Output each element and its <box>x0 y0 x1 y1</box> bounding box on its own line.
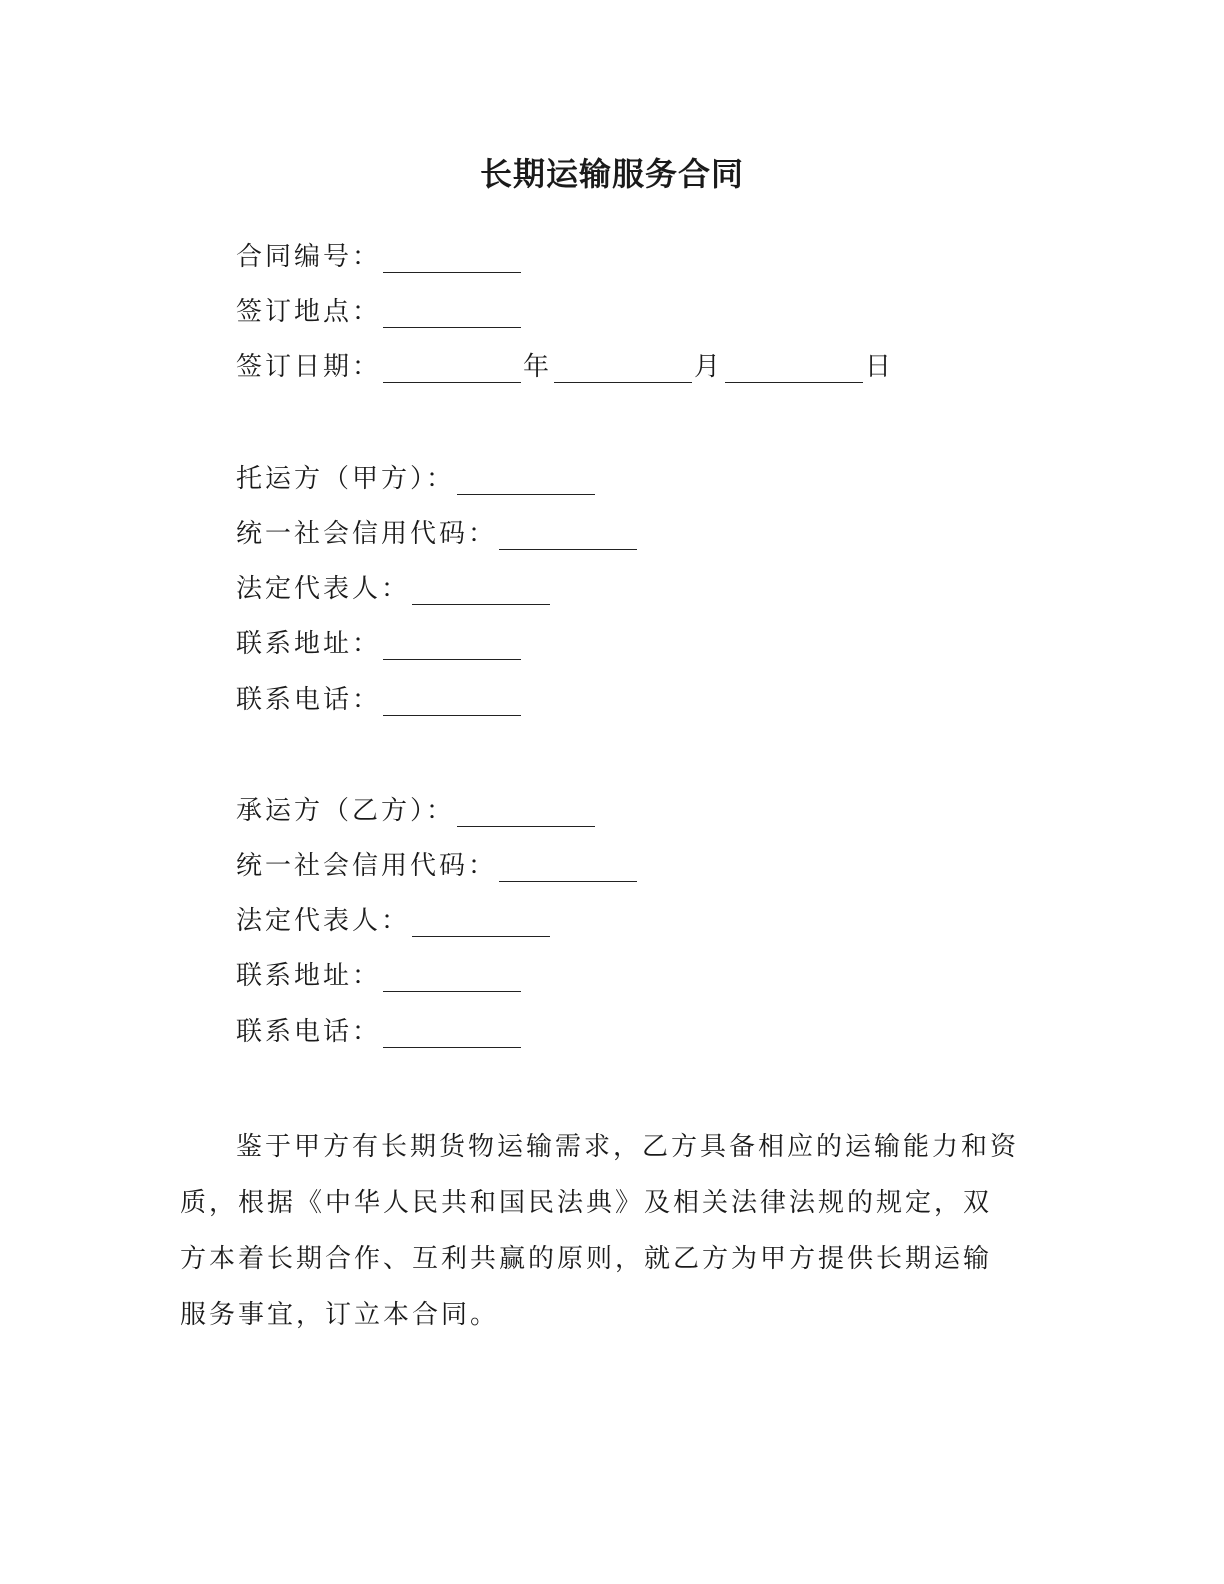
preamble-paragraph: 鉴于甲方有长期货物运输需求，乙方具备相应的运输能力和资质，根据《中华人民共和国民法典》及相关法律法规的规定，双方本着长期合作、互利共赢的原则，就乙方为甲方提供长期运输服务事宜，订立本合同。 <box>180 1132 1020 1330</box>
party-b-name-blank[interactable] <box>457 796 595 827</box>
party-a-address-blank[interactable] <box>383 629 521 660</box>
field-label: 法定代表人： <box>236 906 411 936</box>
field-label: 托运方（甲方）： <box>236 464 456 494</box>
party-b-legal-rep-blank[interactable] <box>412 906 550 937</box>
party-a-name-field <box>236 459 597 499</box>
party-a-phone-field <box>236 680 523 720</box>
party-b-credit-code-field <box>236 846 639 886</box>
field-label: 合同编号： <box>236 242 382 272</box>
party-a-credit-code-field <box>236 514 639 554</box>
month-unit: 月 <box>694 352 724 382</box>
field-label: 签订日期： <box>236 352 382 382</box>
field-label: 联系电话： <box>236 1017 382 1047</box>
document-title: 长期运输服务合同 <box>479 155 744 193</box>
party-a-legal-rep-blank[interactable] <box>412 574 550 605</box>
field-label: 联系地址： <box>236 629 382 659</box>
year-unit: 年 <box>523 352 553 382</box>
signing-date-field <box>236 347 894 387</box>
field-label: 签订地点： <box>236 297 382 327</box>
party-b-credit-code-blank[interactable] <box>499 851 637 882</box>
year-blank[interactable] <box>383 352 521 383</box>
party-a-name-blank[interactable] <box>457 464 595 495</box>
party-a-phone-blank[interactable] <box>383 685 521 716</box>
month-blank[interactable] <box>554 352 692 383</box>
contract-number-blank[interactable] <box>383 242 521 273</box>
party-b-phone-blank[interactable] <box>383 1017 521 1048</box>
party-a-credit-code-blank[interactable] <box>499 519 637 550</box>
party-b-phone-field <box>236 1012 523 1052</box>
day-unit: 日 <box>865 352 895 382</box>
field-label: 统一社会信用代码： <box>236 519 498 549</box>
signing-place-blank[interactable] <box>383 297 521 328</box>
field-label: 联系电话： <box>236 685 382 715</box>
party-b-address-blank[interactable] <box>383 961 521 992</box>
field-label: 统一社会信用代码： <box>236 851 498 881</box>
party-a-legal-rep-field <box>236 569 552 609</box>
field-label: 承运方（乙方）： <box>236 796 456 826</box>
party-a-address-field <box>236 624 523 664</box>
party-b-address-field <box>236 956 523 996</box>
signing-place-field <box>236 292 523 332</box>
field-label: 联系地址： <box>236 961 382 991</box>
day-blank[interactable] <box>725 352 863 383</box>
contract-number-field <box>236 237 523 277</box>
field-label: 法定代表人： <box>236 574 411 604</box>
party-b-name-field <box>236 791 597 831</box>
party-b-legal-rep-field <box>236 901 552 941</box>
